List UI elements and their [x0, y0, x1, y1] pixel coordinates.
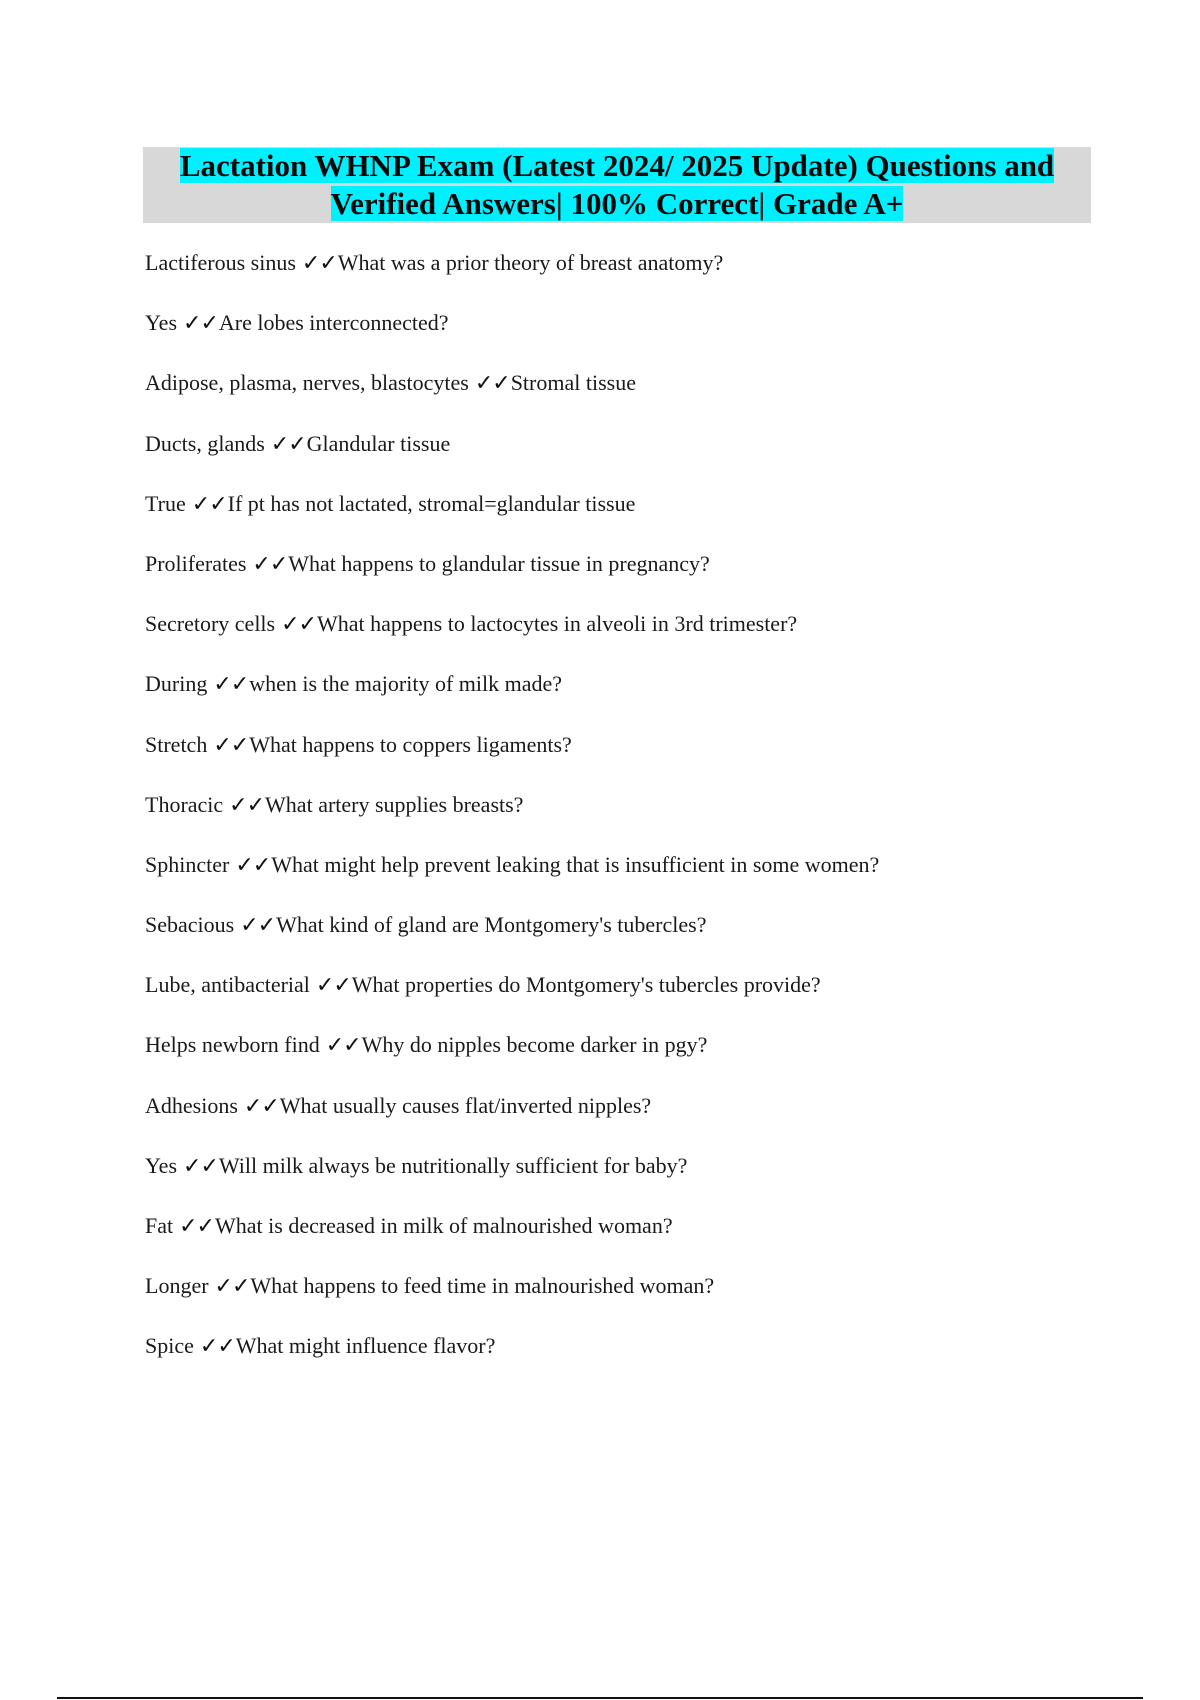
list-item	[145, 429, 1105, 489]
double-check-icon: ✓✓	[325, 1033, 361, 1059]
answer-text: Lube, antibacterial	[145, 972, 310, 998]
question-text: What might influence flavor?	[235, 1333, 496, 1359]
question-text: What happens to feed time in malnourished woman?	[250, 1273, 715, 1299]
list-item	[145, 368, 1105, 428]
question-text: What is decreased in milk of malnourished woman?	[215, 1213, 673, 1238]
answer-text: Fat	[145, 1213, 174, 1238]
answer-text: Yes	[145, 310, 178, 336]
answer-text: Helps newborn find	[145, 1032, 320, 1058]
double-check-icon: ✓✓	[229, 792, 265, 818]
double-check-icon: ✓✓	[179, 1214, 214, 1239]
double-check-icon: ✓✓	[240, 913, 276, 939]
answer-text: Sebacious	[145, 912, 235, 938]
document-title	[143, 147, 1091, 223]
answer-text: Longer	[145, 1273, 209, 1299]
double-check-icon: ✓✓	[214, 1274, 250, 1300]
double-check-icon: ✓✓	[199, 1334, 235, 1360]
list-item	[145, 850, 1105, 910]
answer-text: Secretory cells	[145, 611, 276, 637]
double-check-icon: ✓✓	[315, 973, 351, 999]
footer-divider	[57, 1697, 1143, 1699]
list-item	[145, 1211, 1105, 1271]
question-text: What kind of gland are Montgomery's tubercles?	[276, 912, 707, 938]
double-check-icon: ✓✓	[252, 551, 288, 577]
double-check-icon: ✓✓	[281, 612, 316, 638]
question-text: What properties do Montgomery's tubercles provide?	[351, 972, 821, 998]
double-check-icon: ✓✓	[191, 491, 227, 517]
list-item	[145, 669, 1105, 729]
question-text: What happens to lactocytes in alveoli in 3rd trimester?	[316, 611, 798, 637]
list-item	[145, 248, 1105, 308]
list-item	[145, 1091, 1105, 1151]
question-text: Will milk always be nutritionally sufficient for baby?	[218, 1152, 688, 1178]
list-item	[145, 970, 1105, 1030]
question-text: Why do nipples become darker in pgy?	[361, 1032, 708, 1058]
double-check-icon: ✓✓	[235, 852, 271, 878]
double-check-icon: ✓✓	[213, 672, 249, 698]
list-item	[145, 910, 1105, 970]
question-text: What happens to glandular tissue in pregnancy?	[288, 550, 710, 576]
question-text: What might help prevent leaking that is insufficient in some women?	[271, 851, 880, 877]
double-check-icon: ✓✓	[183, 311, 218, 337]
list-item	[145, 1151, 1105, 1211]
list-item	[145, 730, 1105, 790]
double-check-icon: ✓✓	[183, 1153, 218, 1179]
list-item	[145, 1030, 1105, 1090]
answer-text: Stretch	[145, 731, 208, 757]
question-text: when is the majority of milk made?	[249, 671, 563, 697]
answer-text: Adipose, plasma, nerves, blastocytes	[145, 370, 469, 396]
double-check-icon: ✓✓	[301, 251, 337, 276]
answer-text: During	[145, 671, 208, 697]
question-text: Are lobes interconnected?	[218, 310, 449, 336]
question-text: What usually causes flat/inverted nipples?	[279, 1092, 652, 1118]
question-text: Stromal tissue	[510, 370, 636, 396]
list-item	[145, 609, 1105, 669]
list-item	[145, 790, 1105, 850]
answer-text: Thoracic	[145, 791, 224, 817]
double-check-icon: ✓✓	[213, 732, 249, 758]
list-item	[145, 1331, 1105, 1391]
question-text: What artery supplies breasts?	[265, 791, 524, 817]
title-line-1: Lactation WHNP Exam (Latest 2024/ 2025 Update) Questions and	[179, 148, 1055, 183]
list-item	[145, 489, 1105, 549]
title-line-2: Verified Answers| 100% Correct| Grade A+	[330, 186, 904, 221]
answer-text: Lactiferous sinus	[145, 250, 296, 275]
list-item	[145, 1271, 1105, 1331]
question-text: What was a prior theory of breast anatomy?	[337, 250, 724, 275]
double-check-icon: ✓✓	[474, 371, 510, 397]
question-text: What happens to coppers ligaments?	[249, 731, 572, 757]
answer-text: True	[145, 490, 186, 516]
answer-text: Proliferates	[145, 550, 247, 576]
answer-text: Yes	[145, 1152, 178, 1178]
answer-text: Ducts, glands	[145, 430, 265, 456]
list-item	[145, 308, 1105, 368]
answer-text: Sphincter	[145, 851, 230, 877]
list-item	[145, 549, 1105, 609]
answer-text: Adhesions	[145, 1092, 238, 1118]
qa-list	[145, 248, 1105, 1392]
double-check-icon: ✓✓	[270, 431, 306, 457]
question-text: If pt has not lactated, stromal=glandular tissue	[227, 490, 636, 516]
double-check-icon: ✓✓	[243, 1093, 279, 1119]
answer-text: Spice	[145, 1333, 194, 1359]
question-text: Glandular tissue	[306, 430, 451, 456]
